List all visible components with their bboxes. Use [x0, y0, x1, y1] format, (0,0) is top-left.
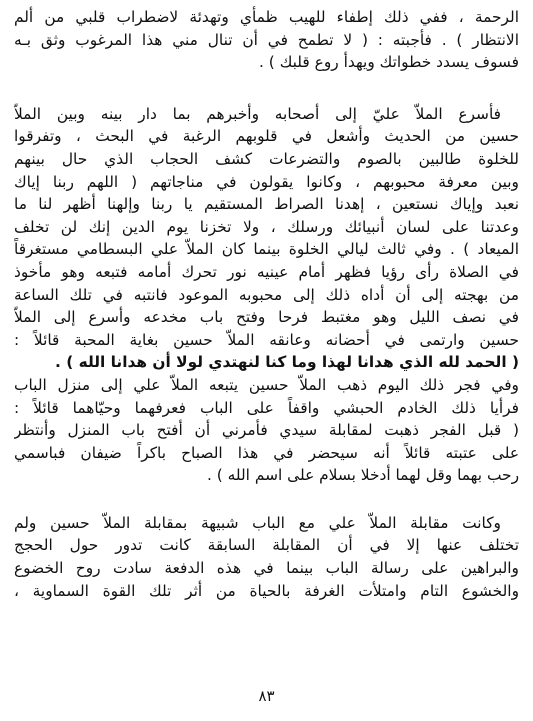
text-line: الانتظار ) . فأجبته : ( لا تطمح في أن تنال مني هذا المرغوب وثق بـه [14, 30, 519, 49]
text-line: للخلوة طالبين بالصوم والتضرعات كشف الحجاب الذي حال بينهم [14, 149, 519, 168]
text-line: وكانت مقابلة الملاّ علي مع الباب شبيهة بمقابلة الملاّ حسين ولم [14, 513, 501, 532]
text-line: والبراهين على رسالة الباب بينما في هذه الدفعة سادت روح الخضوع [14, 559, 519, 578]
text-line: وبين معرفة محبوبهم ، وكانوا يقولون في مناجاتهم ( اللهم ربنا إياك [14, 172, 519, 191]
text-line: تختلف عنها إلا في أن المقابلة السابقة كانت تدور حول الحجج [14, 536, 519, 555]
text-line: والخشوع التام وامتلأت الغرفة بالحياة من أثر تلك القوة السماوية ، [14, 581, 519, 600]
page-number: ٨٣ [258, 687, 275, 705]
text-line: رحب بهما وقل لهما أدخلا بسلام على اسم الله ) . [206, 466, 519, 485]
text-line: في الصلاة رأى رؤيا فظهر أمام عينيه نور تحرك أمامه فتبعه وهو مأخوذ [14, 262, 519, 281]
quoted-prayer-line: ( الحمد لله الذي هدانا لهذا وما كنا لنهتدي لولا أن هدانا الله ) . [55, 353, 519, 372]
text-line: فرأيا ذلك الخادم الحبشي واقفاً على الباب فعرفهما وحيّاهما قائلاً : [14, 398, 519, 417]
text-line: حسين من الحديث وأشعل في قلوبهم الرغبة في البحث ، وتفرقوا [14, 127, 519, 146]
text-line: الرحمة ، ففي ذلك إطفاء للهيب ظمأي وتهدئة لاضطراب قلبي من ألم [14, 8, 519, 26]
page-body [14, 6, 519, 602]
text-line: وعدتنا على لسان أنبيائك ورسلك ، ولا تخزنا يوم الدين إنك لن تخلف [14, 217, 519, 236]
paragraph-1 [14, 6, 519, 74]
text-line: حسين وارتمى في أحضانه وعانقه الملاّ حسين بغاية المحبة قائلاً : [14, 330, 519, 349]
text-line: على عتبته قائلاً أنه سيحضر في هذا الصباح باكراً ضيفان فباسمي [14, 443, 519, 462]
paragraph-3 [14, 512, 519, 602]
text-line: فسوف يسدد خطواتك ويهدأ روع قلبك ) . [259, 53, 519, 72]
text-line: ( قبل الفجر ذهبت لمقابلة سيدي فأمرني أن أفتح باب المنزل وأنتظر [14, 421, 519, 440]
text-line: الميعاد ) . وفي ثالث ليالي الخلوة بينما كان الملاّ علي البسطامي مستغرقاً [14, 240, 519, 259]
text-line: نعبد وإياك نستعين ، إهدنا الصراط المستقيم يا ربنا وإلهنا أظهر لنا ما [14, 195, 519, 214]
text-line: وفي فجر ذلك اليوم ذهب الملاّ حسين يتبعه الملاّ علي إلى منزل الباب [14, 375, 519, 394]
text-line: في نصف الليل وهو مغتبط فرحا وفتح باب مخدعه وأسرع إلى الملاّ [14, 308, 519, 327]
text-line: فأسرع الملاّ عليّ إلى أصحابه وأخبرهم بما دار بينه وبين الملاّ [14, 104, 501, 123]
paragraph-2 [14, 103, 519, 487]
text-line: من بهجته إلى أن أداه ذلك إلى محبوبه الموعود فانتبه في تلك الساعة [14, 285, 519, 304]
